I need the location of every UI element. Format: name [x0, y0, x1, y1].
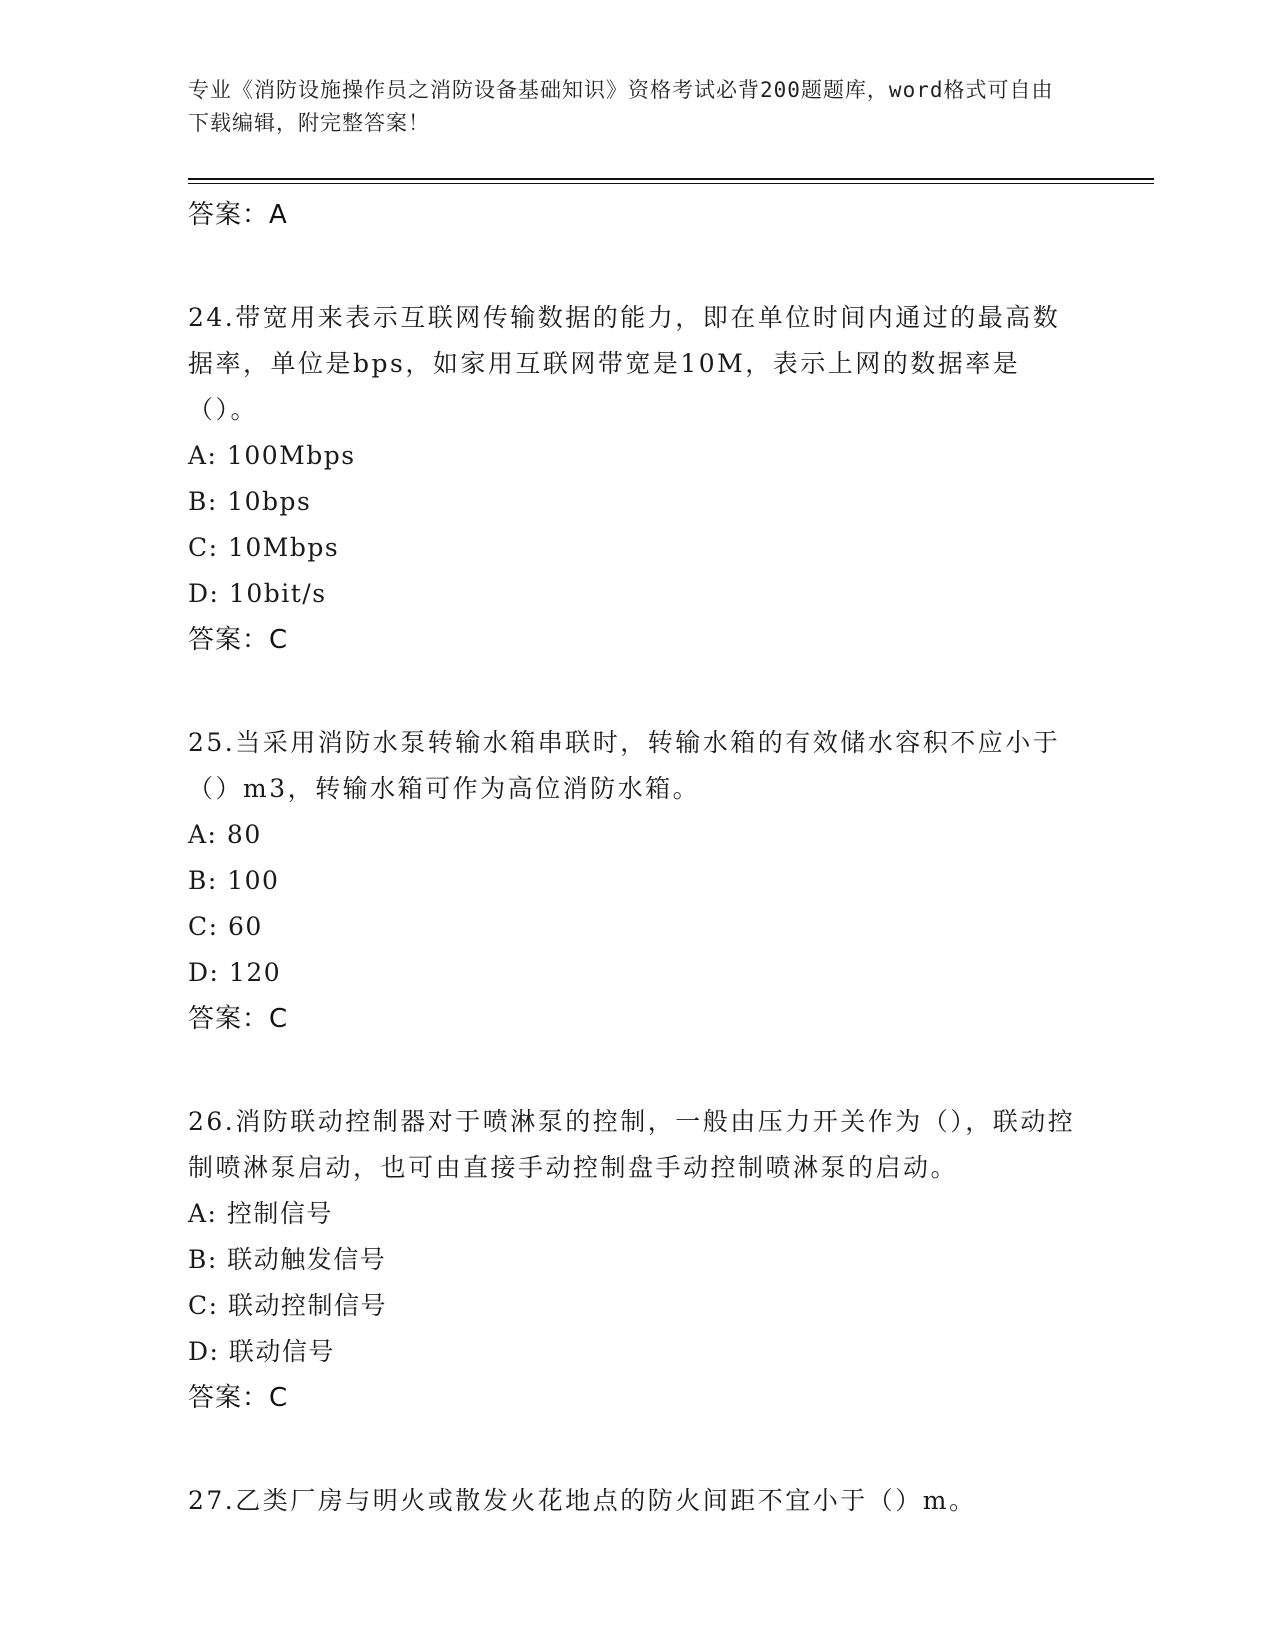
answer-line: 答案：C [188, 1004, 289, 1034]
document-header: 专业《消防设施操作员之消防设备基础知识》资格考试必背200题题库，word格式可自由下载编辑，附完整答案！ [188, 78, 1054, 135]
option-a: A: 100Mbps [188, 441, 356, 470]
option-b: B: 100 [188, 866, 280, 895]
option-d: D: 120 [188, 958, 282, 987]
option-d: D: 联动信号 [188, 1337, 335, 1366]
question-block [188, 295, 1088, 663]
question-block [188, 1478, 1088, 1524]
option-b: B: 联动触发信号 [188, 1245, 387, 1274]
option-d: D: 10bit/s [188, 579, 327, 608]
question-block [188, 720, 1088, 1042]
answer-line: 答案：C [188, 625, 289, 655]
document-body [188, 192, 1088, 1524]
header-rule-thick [188, 178, 1154, 180]
answer-line: 答案：A [188, 200, 288, 230]
header-rule-thin [188, 183, 1154, 184]
option-c: C: 联动控制信号 [188, 1291, 387, 1320]
answer-line: 答案：C [188, 1383, 289, 1413]
question-stem: 25.当采用消防水泵转输水箱串联时，转输水箱的有效储水容积不应小于（）m3，转输水箱可作为高位消防水箱。 [188, 728, 1061, 803]
option-b: B: 10bps [188, 487, 312, 516]
option-c: C: 60 [188, 912, 263, 941]
option-a: A: 80 [188, 820, 262, 849]
option-c: C: 10Mbps [188, 533, 340, 562]
question-stem: 24.带宽用来表示互联网传输数据的能力，即在单位时间内通过的最高数据率，单位是bps，如家用互联网带宽是10M，表示上网的数据率是（）。 [188, 303, 1061, 424]
question-block [188, 1099, 1088, 1421]
question-stem: 26.消防联动控制器对于喷淋泵的控制，一般由压力开关作为（），联动控制喷淋泵启动，也可由直接手动控制盘手动控制喷淋泵的启动。 [188, 1107, 1076, 1182]
question-stem: 27.乙类厂房与明火或散发火花地点的防火间距不宜小于（）m。 [188, 1486, 977, 1515]
option-a: A: 控制信号 [188, 1199, 333, 1228]
